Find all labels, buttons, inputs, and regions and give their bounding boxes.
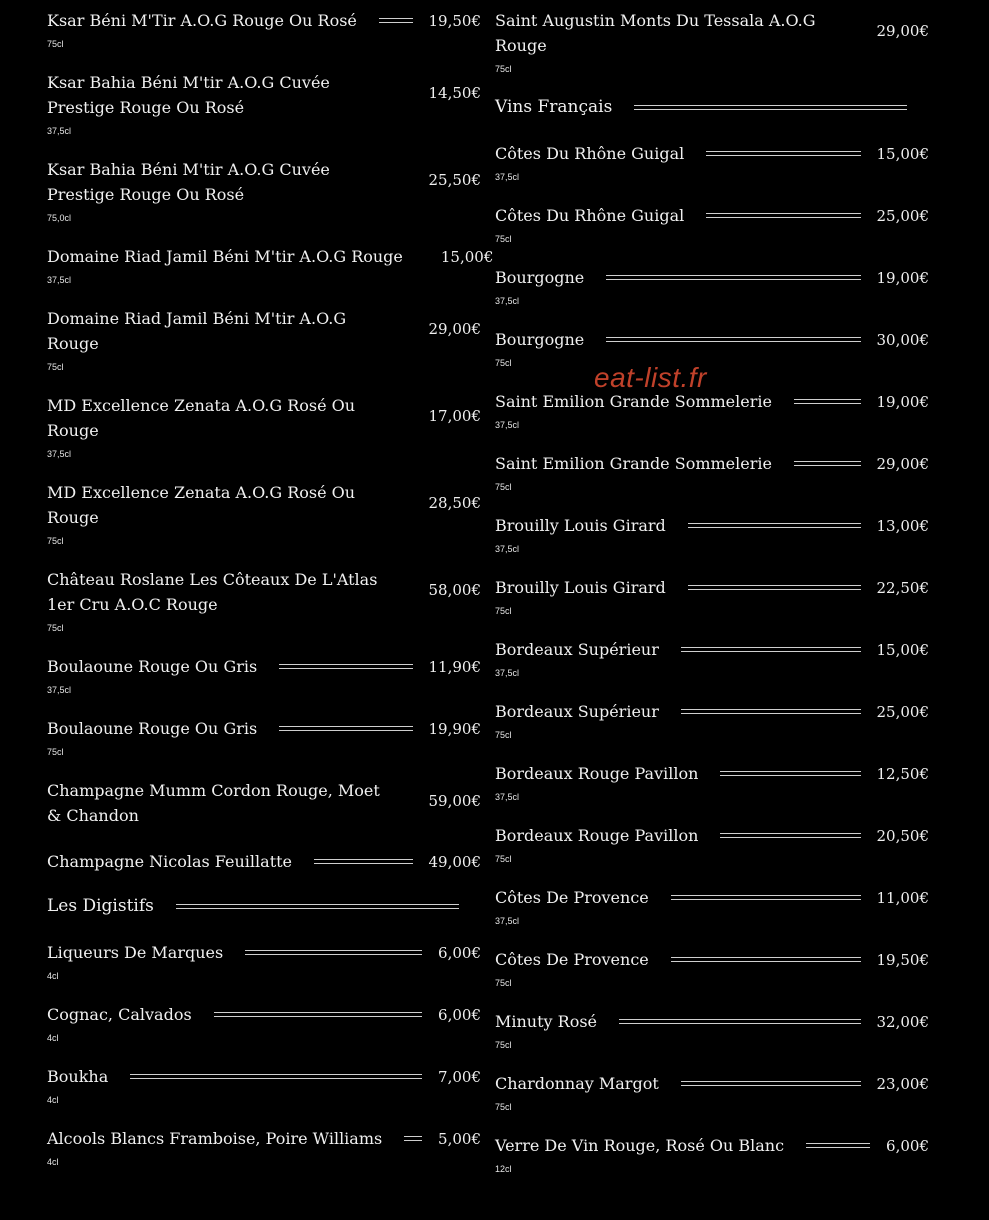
leader-line: [706, 213, 860, 218]
menu-item: [495, 637, 929, 678]
item-volume: 75cl: [47, 536, 64, 546]
item-name: Saint Emilion Grande Sommelerie: [495, 392, 772, 411]
item-price: 25,50€: [428, 171, 481, 189]
item-name: Ksar Bahia Béni M'tir A.O.G Cuvée Prestige Rouge Ou Rosé: [47, 73, 330, 117]
item-volume: 75cl: [495, 482, 512, 492]
leader-line: [671, 957, 861, 962]
item-name: Champagne Mumm Cordon Rouge, Moet & Chandon: [47, 781, 380, 825]
menu-item: [495, 265, 929, 306]
item-name: Bordeaux Rouge Pavillon: [495, 826, 699, 845]
item-volume: 37,5cl: [495, 792, 520, 802]
leader-line: [404, 1136, 422, 1141]
item-volume: 37,5cl: [47, 275, 72, 285]
item-volume: 37,5cl: [495, 420, 520, 430]
menu-item: [47, 8, 481, 49]
item-name: Bordeaux Rouge Pavillon: [495, 764, 699, 783]
item-price: 11,00€: [876, 888, 929, 907]
item-volume: 75,0cl: [47, 213, 72, 223]
item-name: Liqueurs De Marques: [47, 943, 224, 962]
item-price: 15,00€: [876, 144, 929, 163]
item-volume: 75cl: [495, 978, 512, 988]
item-name: Côtes De Provence: [495, 950, 649, 969]
item-price: 28,50€: [428, 494, 481, 512]
menu-item: [47, 244, 494, 285]
item-price: 23,00€: [876, 1074, 929, 1093]
leader-line: [279, 726, 412, 731]
item-name: Château Roslane Les Côteaux De L'Atlas 1er Cru A.O.C Rouge: [47, 570, 378, 614]
item-name: Domaine Riad Jamil Béni M'tir A.O.G Rouge: [47, 309, 347, 353]
item-price: 15,00€: [876, 640, 929, 659]
leader-line: [634, 105, 907, 110]
item-volume: 75cl: [495, 358, 512, 368]
item-name: Chardonnay Margot: [495, 1074, 659, 1093]
section-heading: [47, 894, 481, 919]
menu-item: [495, 389, 929, 430]
item-name: Brouilly Louis Girard: [495, 578, 666, 597]
item-name: Bourgogne: [495, 268, 585, 287]
item-volume: 37,5cl: [495, 296, 520, 306]
leader-line: [379, 18, 413, 23]
item-volume: 75cl: [47, 747, 64, 757]
item-price: 15,00€: [440, 247, 494, 266]
section-title: Les Digistifs: [47, 896, 154, 916]
menu-item: [47, 480, 481, 546]
item-price: 11,90€: [428, 657, 481, 676]
leader-line: [619, 1019, 860, 1024]
menu-item: [495, 327, 929, 368]
item-price: 13,00€: [876, 516, 929, 535]
menu-item: [495, 761, 929, 802]
item-price: 49,00€: [428, 852, 481, 871]
leader-line: [245, 950, 422, 955]
item-volume: 75cl: [495, 64, 512, 74]
leader-line: [671, 895, 861, 900]
item-price: 6,00€: [886, 1136, 929, 1155]
leader-line: [681, 709, 861, 714]
item-volume: 37,5cl: [495, 916, 520, 926]
item-price: 19,00€: [876, 268, 929, 287]
item-price: 12,50€: [876, 764, 929, 783]
item-volume: 37,5cl: [47, 449, 72, 459]
item-volume: 37,5cl: [495, 544, 520, 554]
leader-line: [720, 833, 860, 838]
item-price: 30,00€: [876, 330, 929, 349]
item-volume: 75cl: [495, 234, 512, 244]
menu-item: [495, 1009, 929, 1050]
menu-item: [47, 1064, 481, 1105]
menu-item: [495, 823, 929, 864]
item-price: 19,00€: [876, 392, 929, 411]
menu-item: [47, 157, 481, 223]
item-name: Bourgogne: [495, 330, 585, 349]
item-name: Ksar Béni M'Tir A.O.G Rouge Ou Rosé: [47, 11, 357, 30]
item-price: 17,00€: [428, 407, 481, 425]
item-name: Boulaoune Rouge Ou Gris: [47, 719, 258, 738]
menu-item: [495, 1071, 929, 1112]
item-price: 19,50€: [428, 11, 481, 30]
menu-item: [47, 393, 481, 459]
menu-item: [495, 203, 929, 244]
item-price: 7,00€: [438, 1067, 481, 1086]
leader-line: [606, 337, 860, 342]
item-name: Saint Augustin Monts Du Tessala A.O.G Rouge: [495, 11, 816, 55]
item-price: 6,00€: [438, 1005, 481, 1024]
item-price: 29,00€: [876, 22, 929, 40]
item-name: Verre De Vin Rouge, Rosé Ou Blanc: [495, 1136, 785, 1155]
leader-line: [681, 647, 861, 652]
item-name: Ksar Bahia Béni M'tir A.O.G Cuvée Prestige Rouge Ou Rosé: [47, 160, 330, 204]
menu-item: [495, 885, 929, 926]
item-volume: 37,5cl: [495, 172, 520, 182]
leader-line: [279, 664, 412, 669]
leader-line: [176, 904, 459, 909]
item-volume: 4cl: [47, 1157, 59, 1167]
item-volume: 12cl: [495, 1164, 512, 1174]
menu-item: [47, 1002, 481, 1043]
item-volume: 37,5cl: [47, 126, 72, 136]
item-price: 59,00€: [428, 792, 481, 810]
menu-item: [47, 567, 481, 633]
item-price: 19,90€: [428, 719, 481, 738]
item-volume: 75cl: [495, 1102, 512, 1112]
leader-line: [314, 859, 412, 864]
watermark: eat-list.fr: [594, 362, 707, 393]
item-name: Boulaoune Rouge Ou Gris: [47, 657, 258, 676]
leader-line: [681, 1081, 861, 1086]
menu-item: [47, 778, 481, 828]
item-name: Côtes Du Rhône Guigal: [495, 144, 685, 163]
item-price: 25,00€: [876, 702, 929, 721]
item-price: 5,00€: [438, 1129, 481, 1148]
item-volume: 75cl: [495, 606, 512, 616]
menu-item: [495, 1133, 929, 1174]
item-name: Alcools Blancs Framboise, Poire Williams: [47, 1129, 383, 1148]
leader-line: [688, 523, 861, 528]
item-volume: 75cl: [47, 362, 64, 372]
item-name: Domaine Riad Jamil Béni M'tir A.O.G Rouge: [47, 247, 403, 266]
menu-item: [47, 716, 481, 757]
menu-item: [495, 947, 929, 988]
item-volume: 4cl: [47, 1033, 59, 1043]
menu-item: [47, 70, 481, 136]
item-name: MD Excellence Zenata A.O.G Rosé Ou Rouge: [47, 396, 356, 440]
item-name: Cognac, Calvados: [47, 1005, 192, 1024]
leader-line: [720, 771, 860, 776]
item-price: 14,50€: [428, 84, 481, 102]
item-name: Côtes Du Rhône Guigal: [495, 206, 685, 225]
item-price: 6,00€: [438, 943, 481, 962]
item-name: Bordeaux Supérieur: [495, 640, 659, 659]
item-volume: 37,5cl: [47, 685, 72, 695]
item-volume: 75cl: [495, 854, 512, 864]
item-volume: 75cl: [47, 623, 64, 633]
leader-line: [130, 1074, 422, 1079]
menu-item: [47, 1126, 481, 1167]
section-heading: [495, 95, 929, 120]
item-name: Minuty Rosé: [495, 1012, 598, 1031]
leader-line: [794, 399, 861, 404]
item-price: 19,50€: [876, 950, 929, 969]
menu-item: [47, 306, 481, 372]
menu-item: [495, 575, 929, 616]
leader-line: [688, 585, 861, 590]
item-name: MD Excellence Zenata A.O.G Rosé Ou Rouge: [47, 483, 356, 527]
item-price: 20,50€: [876, 826, 929, 845]
item-volume: 75cl: [495, 730, 512, 740]
leader-line: [214, 1012, 422, 1017]
item-price: 25,00€: [876, 206, 929, 225]
item-name: Côtes De Provence: [495, 888, 649, 907]
menu-item: [47, 940, 481, 981]
item-volume: 75cl: [495, 1040, 512, 1050]
menu-item: [47, 654, 481, 695]
item-price: 58,00€: [428, 581, 481, 599]
leader-line: [706, 151, 860, 156]
item-name: Boukha: [47, 1067, 109, 1086]
menu-item: [495, 513, 929, 554]
item-price: 22,50€: [876, 578, 929, 597]
menu-item: [495, 451, 929, 492]
item-volume: 4cl: [47, 1095, 59, 1105]
item-price: 29,00€: [876, 454, 929, 473]
item-name: Bordeaux Supérieur: [495, 702, 659, 721]
item-volume: 75cl: [47, 39, 64, 49]
item-name: Saint Emilion Grande Sommelerie: [495, 454, 772, 473]
item-name: Brouilly Louis Girard: [495, 516, 666, 535]
menu-item: [495, 8, 929, 74]
item-name: Champagne Nicolas Feuillatte: [47, 852, 293, 871]
leader-line: [606, 275, 860, 280]
item-volume: 37,5cl: [495, 668, 520, 678]
leader-line: [806, 1143, 870, 1148]
section-title: Vins Français: [495, 97, 613, 117]
menu-item: [495, 699, 929, 740]
leader-line: [794, 461, 861, 466]
menu-item: [495, 141, 929, 182]
menu-item: [47, 849, 481, 874]
item-price: 32,00€: [876, 1012, 929, 1031]
item-volume: 4cl: [47, 971, 59, 981]
item-price: 29,00€: [428, 320, 481, 338]
